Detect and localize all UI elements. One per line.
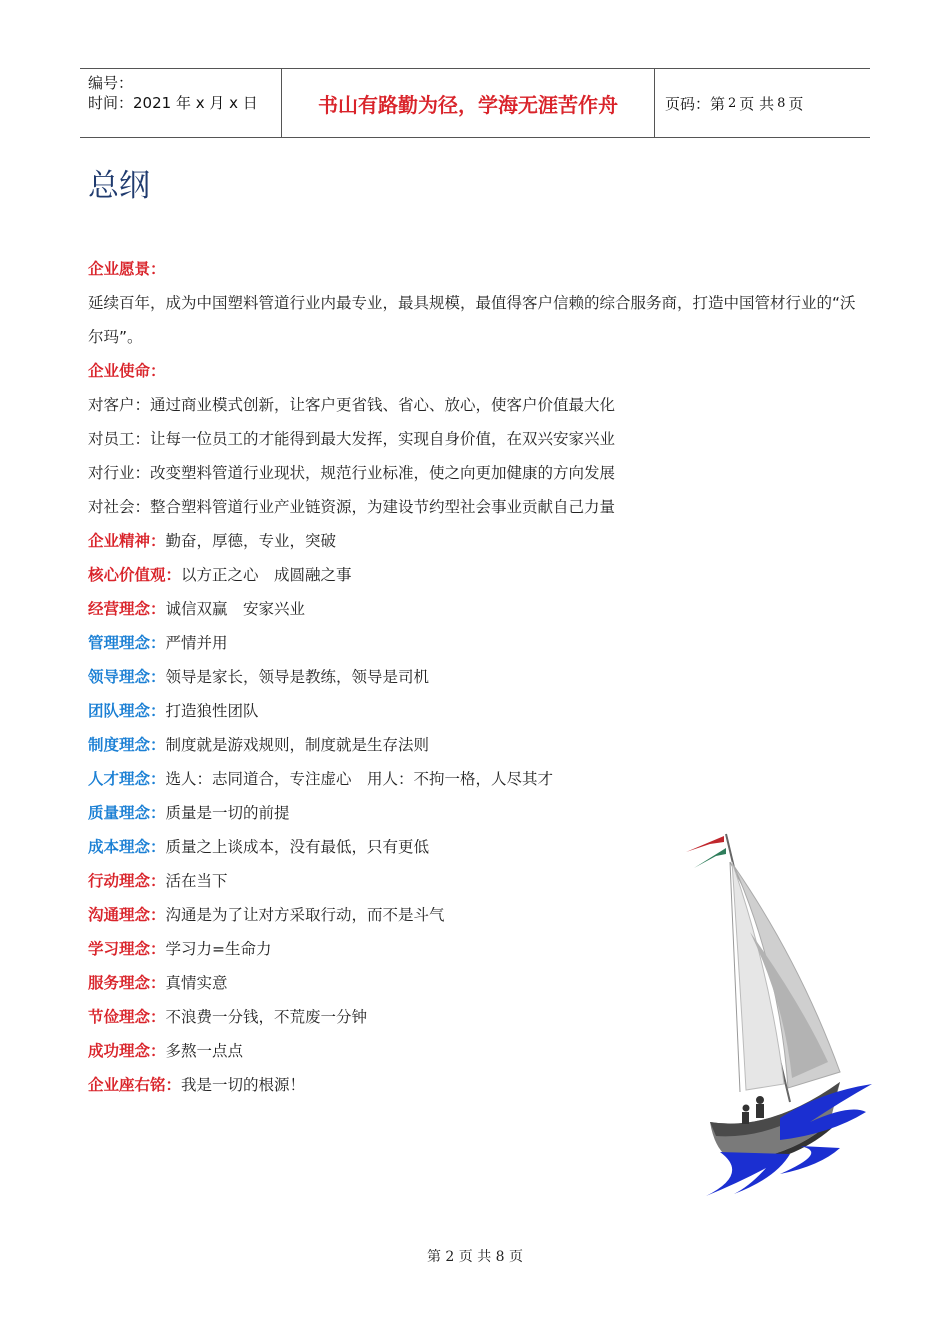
principle-label: 质量理念： <box>88 804 166 822</box>
water-splash <box>706 1152 790 1196</box>
principle-label: 核心价值观： <box>88 566 182 584</box>
principle-item <box>88 592 868 626</box>
principle-text: 沟通是为了让对方采取行动，而不是斗气 <box>165 906 445 924</box>
principle-text: 选人：志同道合，专注虚心 用人：不拘一格，人尽其才 <box>165 770 554 788</box>
principle-label: 经营理念： <box>88 600 166 618</box>
principle-item <box>88 524 868 558</box>
principle-text: 质量之上谈成本，没有最低，只有更低 <box>165 838 430 856</box>
principle-text: 不浪费一分钱，不荒废一分钟 <box>165 1008 368 1026</box>
principle-label: 制度理念： <box>88 736 166 754</box>
sailboat-illustration <box>680 822 880 1202</box>
principle-item <box>88 762 868 796</box>
sailor-figure <box>756 1096 764 1104</box>
sailor-figure <box>743 1105 750 1112</box>
principle-label: 沟通理念： <box>88 906 166 924</box>
principle-label: 行动理念： <box>88 872 166 890</box>
page-prefix: 页码：第 <box>665 94 726 113</box>
page-current: 2 <box>728 95 737 111</box>
vision-text: 延续百年，成为中国塑料管道行业内最专业，最具规模，最值得客户信赖的综合服务商，打造中国管材行业的“沃尔玛”。 <box>88 294 856 346</box>
mission-line: 对客户：通过商业模式创新，让客户更省钱、省心、放心，使客户价值最大化 <box>88 396 616 414</box>
principle-text: 真情实意 <box>165 974 228 992</box>
principle-label: 服务理念： <box>88 974 166 992</box>
page-footer <box>0 1246 950 1266</box>
footer-mid: 页 共 <box>458 1249 492 1265</box>
page-mid: 页 共 <box>739 94 775 113</box>
document-date: 时间：2021 年 x 月 x 日 <box>88 94 258 112</box>
principle-item <box>88 728 868 762</box>
principle-text: 质量是一切的前提 <box>165 804 290 822</box>
header-page-info <box>655 69 870 137</box>
header-motto: 书山有路勤为径，学海无涯苦作舟 <box>282 69 655 137</box>
principle-text: 打造狼性团队 <box>165 702 259 720</box>
principle-text: 领导是家长，领导是教练，领导是司机 <box>165 668 430 686</box>
principle-label: 学习理念： <box>88 940 166 958</box>
footer-current: 2 <box>445 1249 455 1265</box>
principle-text: 以方正之心 成圆融之事 <box>181 566 352 584</box>
principle-label: 企业精神： <box>88 532 166 550</box>
principle-text: 学习力=生命力 <box>165 940 272 958</box>
mission-line: 对社会：整合塑料管道行业产业链资源，为建设节约型社会事业贡献自己力量 <box>88 498 616 516</box>
page-suffix: 页 <box>788 94 804 113</box>
principle-label: 团队理念： <box>88 702 166 720</box>
principle-label: 节俭理念： <box>88 1008 166 1026</box>
page-total: 8 <box>777 95 786 111</box>
principle-item <box>88 660 868 694</box>
principle-item <box>88 626 868 660</box>
principle-item <box>88 558 868 592</box>
mission-label: 企业使命： <box>88 362 166 380</box>
document-number-label: 编号： <box>88 74 134 92</box>
principle-text: 制度就是游戏规则，制度就是生存法则 <box>165 736 430 754</box>
green-pennant <box>694 848 726 868</box>
footer-suffix: 页 <box>509 1249 524 1265</box>
principle-label: 成本理念： <box>88 838 166 856</box>
principle-item <box>88 694 868 728</box>
vision-label: 企业愿景： <box>88 260 166 278</box>
principle-text: 诚信双赢 安家兴业 <box>165 600 306 618</box>
principle-text: 严情并用 <box>165 634 228 652</box>
principle-text: 我是一切的根源！ <box>181 1076 306 1094</box>
red-pennant <box>686 836 724 852</box>
principle-label: 企业座右铭： <box>88 1076 182 1094</box>
page-title: 总纲 <box>88 168 150 204</box>
footer-prefix: 第 <box>426 1249 441 1265</box>
header-table <box>80 68 870 138</box>
principle-text: 勤奋，厚德，专业，突破 <box>165 532 337 550</box>
principle-label: 领导理念： <box>88 668 166 686</box>
mission-line: 对行业：改变塑料管道行业现状，规范行业标准，使之向更加健康的方向发展 <box>88 464 616 482</box>
principle-label: 成功理念： <box>88 1042 166 1060</box>
principle-label: 人才理念： <box>88 770 166 788</box>
principle-text: 活在当下 <box>165 872 228 890</box>
header-meta-cell <box>80 69 282 137</box>
footer-total: 8 <box>495 1249 505 1265</box>
principle-text: 多熬一点点 <box>165 1042 244 1060</box>
mission-line: 对员工：让每一位员工的才能得到最大发挥，实现自身价值，在双兴安家兴业 <box>88 430 616 448</box>
principle-label: 管理理念： <box>88 634 166 652</box>
